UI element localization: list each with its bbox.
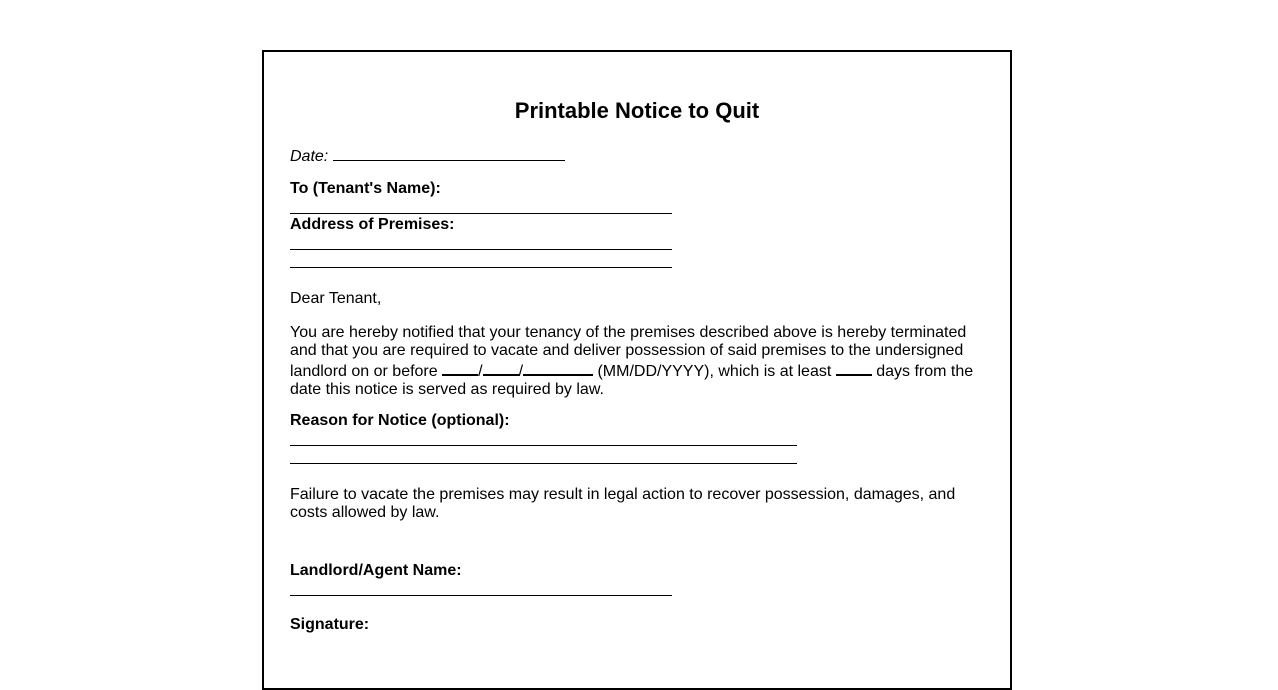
date-separator-2: /	[518, 363, 524, 380]
date-separator-1: /	[478, 363, 483, 380]
date-field	[290, 146, 565, 166]
year-blank[interactable]	[523, 360, 593, 376]
landlord-name-label: Landlord/Agent Name:	[290, 562, 462, 579]
month-blank[interactable]	[442, 360, 478, 376]
day-blank[interactable]	[483, 360, 519, 376]
failure-paragraph: Failure to vacate the premises may result in legal action to recover possession, damages, and costs allowed by law.	[290, 486, 956, 521]
notice-text-1: You are hereby notified that your tenancy of the premises described above is hereby terminated and that you are required to vacate and deliver possession of said premises to the undersigned landlord on or before	[290, 324, 967, 380]
date-blank[interactable]	[333, 146, 565, 161]
reason-line-1[interactable]	[290, 445, 797, 446]
signature-label: Signature:	[290, 616, 370, 633]
address-line-1[interactable]	[290, 249, 672, 250]
notice-text-2: (MM/DD/YYYY), which is at least	[597, 363, 832, 380]
document-title: Printable Notice to Quit	[514, 98, 760, 123]
salutation: Dear Tenant,	[290, 290, 382, 307]
landlord-name-line[interactable]	[290, 595, 672, 596]
notice-paragraph	[290, 324, 980, 399]
tenant-name-label: To (Tenant's Name):	[290, 180, 441, 197]
date-label: Date:	[290, 148, 329, 165]
address-line-2[interactable]	[290, 267, 672, 268]
reason-line-2[interactable]	[290, 463, 797, 464]
days-blank[interactable]	[836, 360, 872, 376]
address-label: Address of Premises:	[290, 216, 455, 233]
reason-label: Reason for Notice (optional):	[290, 412, 510, 429]
tenant-name-line[interactable]	[290, 213, 672, 214]
notice-text-3: days from the date this notice is served as required by law.	[290, 363, 974, 398]
notice-document	[262, 50, 1012, 690]
